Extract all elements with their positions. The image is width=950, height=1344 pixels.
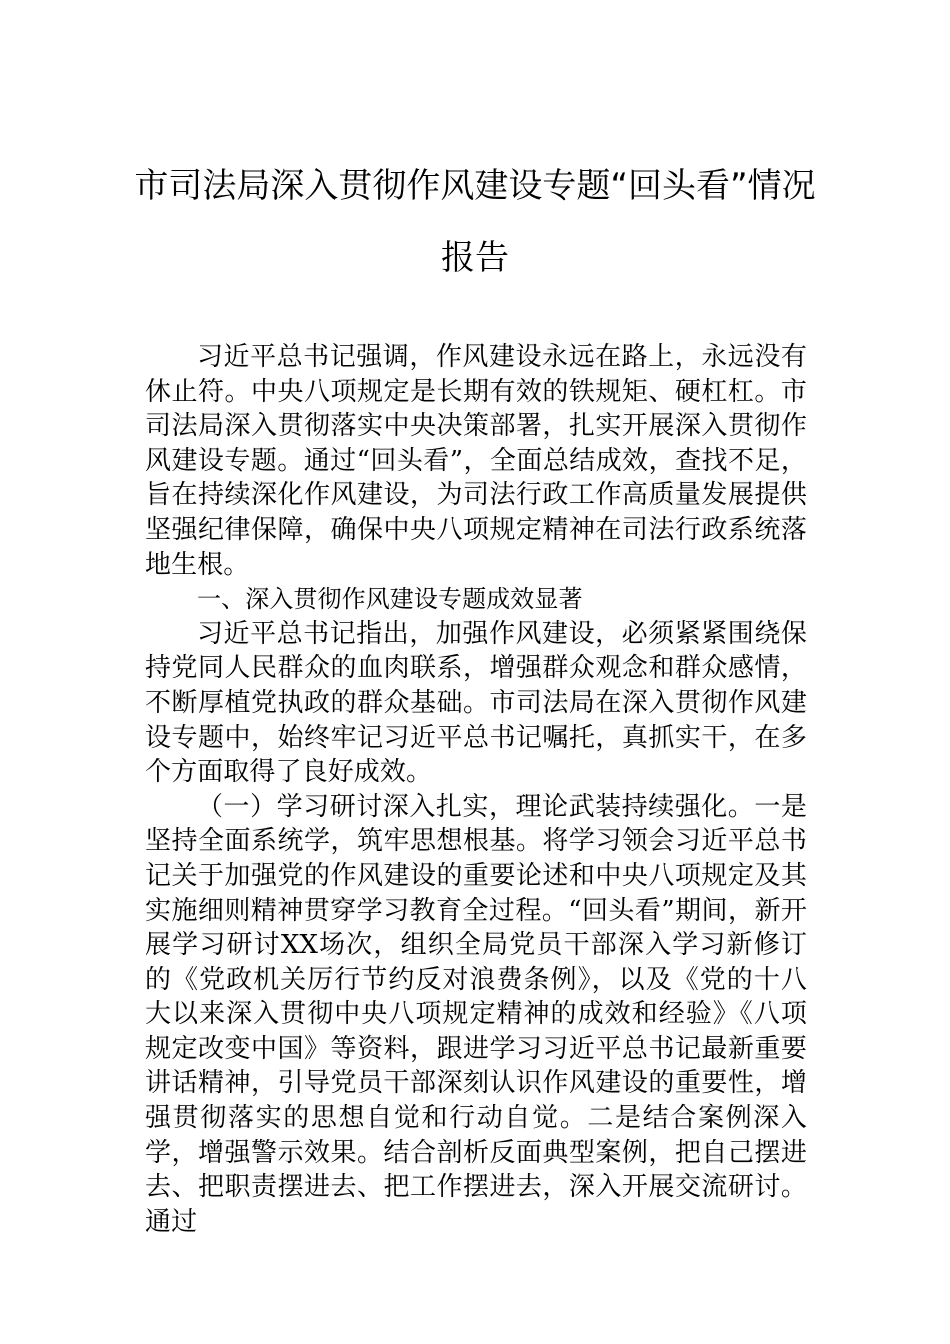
- section-heading-1: 一、深入贯彻作风建设专题成效显著: [197, 585, 583, 614]
- document-body: [145, 340, 807, 1239]
- document-title: 市司法局深入贯彻作风建设专题“回头看”情况报告: [134, 166, 816, 278]
- paragraph-section-1: 习近平总书记指出，加强作风建设，必须紧紧围绕保持党同人民群众的血肉联系，增强群众观念和群众感情，不断厚植党执政的群众基础。市司法局在深入贯彻作风建设专题中，始终牢记习近平总书记嘱托，真抓实干，在多个方面取得了良好成效。: [145, 618, 807, 788]
- paragraph-intro: 习近平总书记强调，作风建设永远在路上，永远没有休止符。中央八项规定是长期有效的铁规矩、硬杠杠。市司法局深入贯彻落实中央决策部署，扎实开展深入贯彻作风建设专题。通过“回头看”，全面总结成效，查找不足，旨在持续深化作风建设，为司法行政工作高质量发展提供坚强纪律保障，确保中央八项规定精神在司法行政系统落地生根。: [145, 342, 807, 580]
- paragraph-subsection-1: （一）学习研讨深入扎实，理论武装持续强化。一是坚持全面系统学，筑牢思想根基。将学习领会习近平总书记关于加强党的作风建设的重要论述和中央八项规定及其实施细则精神贯穿学习教育全过程。“回头看”期间，新开展学习研讨XX场次，组织全局党员干部深入学习新修订的《党政机关厉行节约反对浪费条例》，以及《党的十八大以来深入贯彻中央八项规定精神的成效和经验》《八项规定改变中国》等资料，跟进学习习近平总书记最新重要讲话精神，引导党员干部深刻认识作风建设的重要性，增强贯彻落实的思想自觉和行动自觉。二是结合案例深入学，增强警示效果。结合剖析反面典型案例，把自己摆进去、把职责摆进去、把工作摆进去，深入开展交流研讨。通过: [145, 791, 807, 1237]
